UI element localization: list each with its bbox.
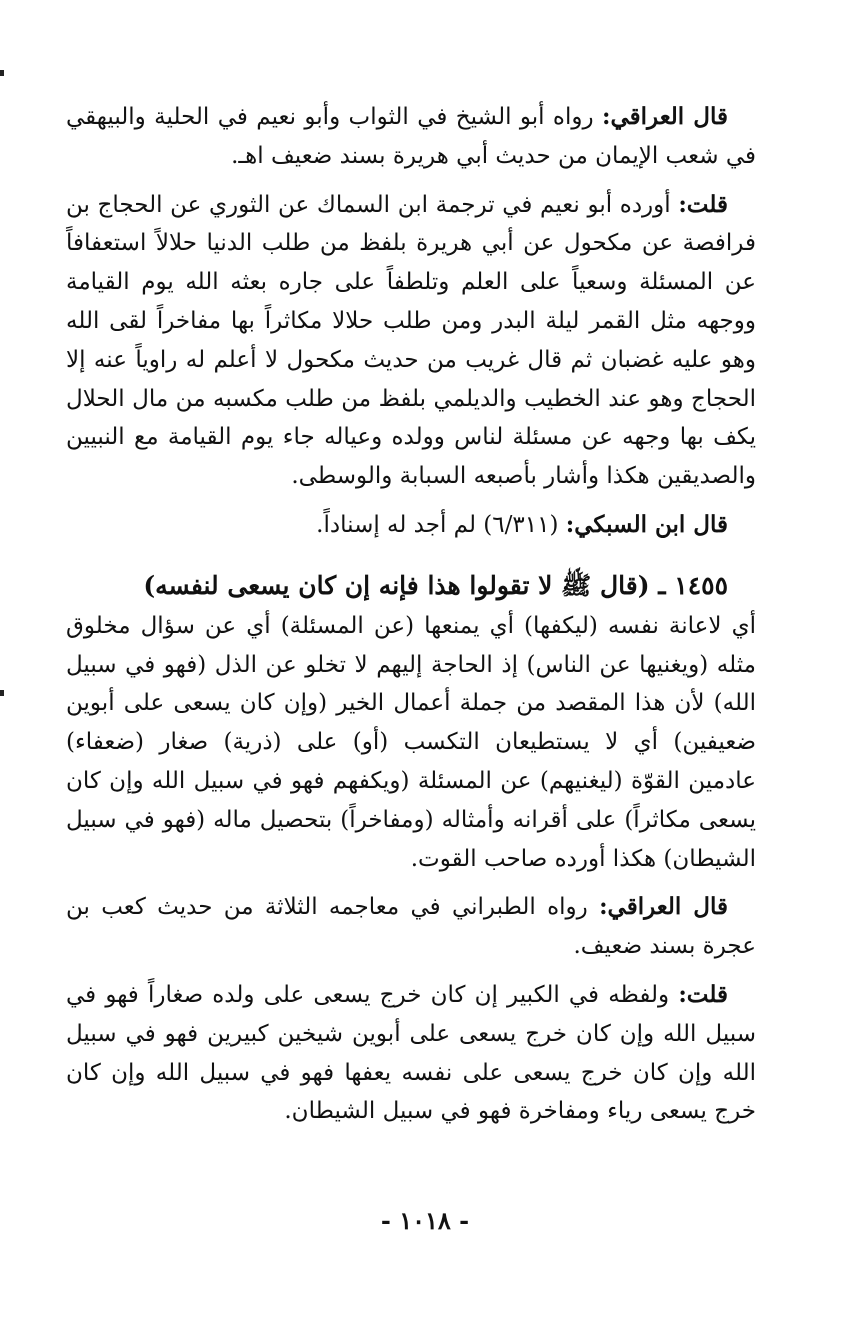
speaker-label: قال العراقي: [599,893,728,921]
paragraph-qult-2 [66,976,756,1131]
paragraph-text: ولفظه في الكبير إن كان خرج يسعى على ولده صغاراً فهو في سبيل الله وإن كان خرج يسعى على أبوين شيخين كبيرين فهو في سبيل الله وإن كان خرج يسعى على نفسه يعفها فهو في سبيل الله وإن كان خرج يسعى رياء ومفاخرة فهو في سبيل الشيطان. [66,981,756,1125]
paragraph-iraqi-2 [66,888,756,966]
commentary-paragraph [66,607,756,879]
scan-mark-middle [0,690,4,696]
page-number: - ١٠١٨ - [380,1206,470,1235]
hadith-text: (قال ﷺ لا تقولوا هذا فإنه إن كان يسعى لنفسه) [143,570,650,600]
hadith-heading [66,565,756,607]
paragraph-iraqi-1 [66,98,756,176]
hadith-number: ١٤٥٥ ـ [658,570,728,600]
speaker-label: قلت: [678,190,728,218]
paragraph-qult-1 [66,186,756,496]
speaker-label: قال ابن السبكي: [565,510,728,538]
paragraph-text: رواه الطبراني في معاجمه الثلاثة من حديث كعب بن عجرة بسند ضعيف. [66,894,756,960]
paragraph-subki [66,506,756,545]
speaker-label: قال العراقي: [601,103,728,130]
page-body [66,98,756,1141]
scan-mark-top [0,70,4,76]
speaker-label: قلت: [678,980,728,1008]
paragraph-text: (٦/٣١١) لم أجد له إسناداً. [316,511,566,538]
paragraph-text: رواه أبو الشيخ في الثواب وأبو نعيم في الحلية والبيهقي في شعب الإيمان من حديث أبي هريرة بسند ضعيف اهـ. [66,104,756,169]
paragraph-text: أورده أبو نعيم في ترجمة ابن السماك عن الثوري عن الحجاج بن فرافصة عن مكحول عن أبي هريرة بلفظ من طلب الدنيا حلالاً استعفافاً عن المسئلة وسعياً على العلم وتلطفاً على جاره بعثه الله يوم القيامة ووجهه مثل القمر ليلة البدر ومن طلب حلالا مكاثراً بها مفاخراً لقى الله وهو عليه غضبان ثم قال غريب من حديث مكحول لا أعلم له راوياً عنه إلا الحجاج وهو عند الخطيب والديلمي بلفظ من طلب مكسبه من مال الحلال يكف بها وجهه عن مسئلة لناس وولده وعياله جاء يوم القيامة مع النبيين والصديقين هكذا وأشار بأصبعه السبابة والوسطى. [66,191,756,490]
commentary-text: أي لاعانة نفسه (ليكفها) أي يمنعها (عن المسئلة) أي عن سؤال مخلوق مثله (ويغنيها عن الناس) إذ الحاجة إليهم لا تخلو عن الذل (فهو في سبيل الله) لأن هذا المقصد من جملة أعمال الخير (وإن كان يسعى على أبوين ضعيفين) أي لا يستطيعان التكسب (أو) على (ذرية) صغار (ضعفاء) عادمين القوّة (ليغنيهم) عن المسئلة (ويكفهم فهو في سبيل الله وإن كان يسعى مكاثراً) على أقرانه وأمثاله (ومفاخراً) بتحصيل ماله (فهو في سبيل الشيطان) هكذا أورده صاحب القوت. [66,612,756,872]
